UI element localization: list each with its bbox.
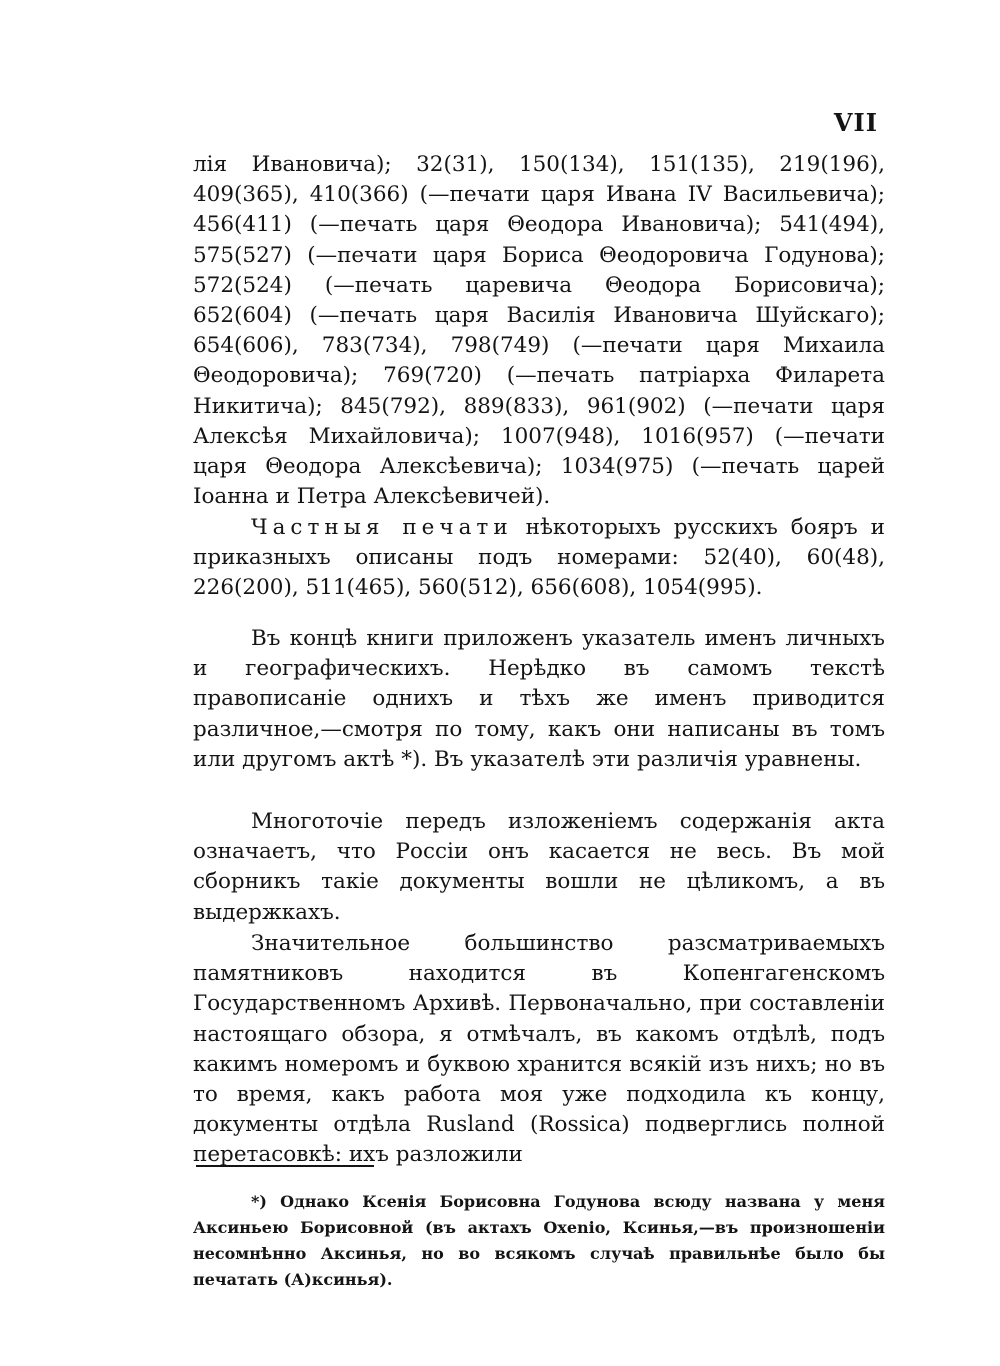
seals-list-paragraph [193, 150, 885, 512]
index-note-paragraph [193, 624, 885, 775]
private-seals-emphasis: Частныя печати [251, 515, 513, 540]
archive-note-paragraph [193, 929, 885, 1171]
private-seals-paragraph [193, 513, 885, 604]
ellipsis-note-text: Многоточіе передъ изложеніемъ содержанія акта означаетъ, что Россіи онъ касается не весь. Въ мой сборникъ такіе документы вошли не цѣликомъ, а въ выдержкахъ. [193, 809, 885, 925]
footnote-divider [196, 1165, 374, 1167]
ellipsis-note-paragraph [193, 807, 885, 928]
page-number: VII [833, 108, 878, 137]
index-note-text: Въ концѣ книги приложенъ указатель именъ личныхъ и географическихъ. Нерѣдко въ самомъ текстѣ правописаніе однихъ и тѣхъ же именъ приводится различное,—смотря по тому, какъ они написаны въ томъ или другомъ актѣ *). Въ указателѣ эти различія уравнены. [193, 626, 885, 772]
seals-list-text: лія Ивановича); 32(31), 150(134), 151(135), 219(196), 409(365), 410(366) (—печати царя Ивана IV Васильевича); 456(411) (—печать царя Θеодора Ивановича); 541(494), 575(527) (—печати царя Бориса Θеодоровича Годунова); 572(524) (—печать царевича Θеодора Борисовича); 652(604) (—печать царя Василія Ивановича Шуйскаго); 654(606), 783(734), 798(749) (—печати царя Михаила Θеодоровича); 769(720) (—печать патріарха Филарета Никитича); 845(792), 889(833), 961(902) (—печати царя Алексѣя Михайловича); 1007(948), 1016(957) (—печати царя Θеодора Алексѣевича); 1034(975) (—печать царей Іоанна и Петра Алексѣевичей). [193, 152, 885, 510]
archive-note-text: Значительное большинство разсматриваемыхъ памятниковъ находится въ Копенгагенскомъ Государственномъ Архивѣ. Первоначально, при составленіи настоящаго обзора, я отмѣчалъ, въ какомъ отдѣлѣ, подъ какимъ номеромъ и буквою хранится всякій изъ нихъ; но въ то время, какъ работа моя уже подходила къ концу, документы отдѣла Rusland (Rossica) подверглись полной перетасовкѣ: ихъ разложили [193, 931, 885, 1168]
private-seals-text [193, 513, 885, 604]
private-seals-body: нѣкоторыхъ русскихъ бояръ и приказныхъ описаны подъ номерами: 52(40), 60(48), 226(200), 511(465), 560(512), 656(608), 1054(995). [193, 515, 885, 601]
footnote: *) Однако Ксенія Борисовна Годунова всюду названа у меня Аксиньею Борисовной (въ актахъ Oxenio, Ксинья,—въ произношеніи несомнѣнно Аксинья, но во всякомъ случаѣ правильнѣе было бы печатать (А)ксинья). [193, 1192, 885, 1289]
